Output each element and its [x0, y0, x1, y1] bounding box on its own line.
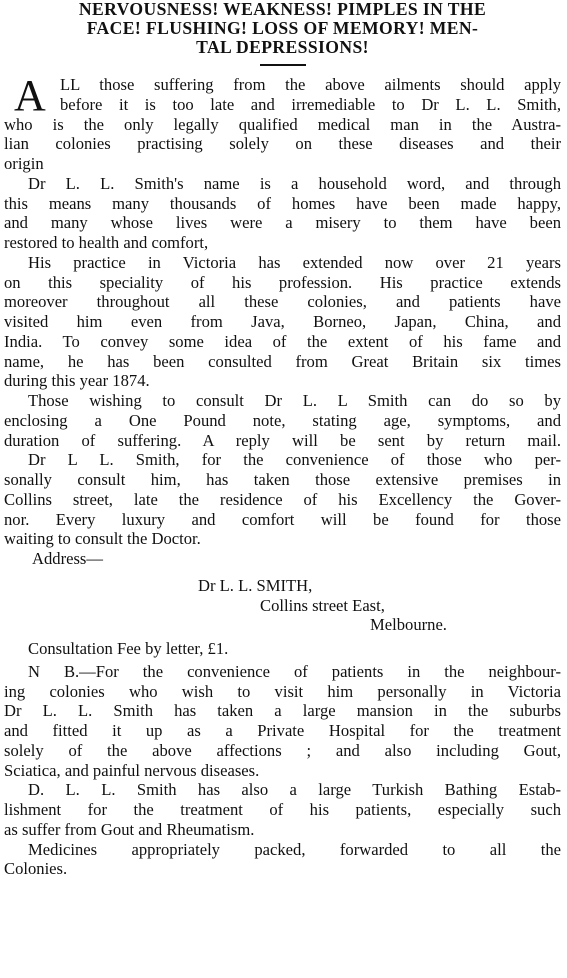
text-line: Those wishing to consult Dr L. L Smith can do so by	[28, 391, 561, 410]
text-line: enclosing a One Pound note, stating age, symptoms, and	[4, 410, 561, 430]
text-line: Sciatica, and painful nervous diseases.	[4, 760, 260, 780]
text-line: as suffer from Gout and Rheumatism.	[4, 819, 255, 839]
text-line: Medicines appropriately packed, forwarded to all the	[28, 839, 561, 859]
text-line: during this year 1874.	[4, 371, 150, 391]
headline-line: TAL DEPRESSIONS!	[196, 37, 369, 57]
drop-cap: A	[14, 71, 46, 120]
text-line: origin	[4, 154, 44, 173]
address-city: Melbourne.	[370, 615, 447, 635]
text-line: who is the only legally qualified medical man in the Austra-	[4, 114, 561, 134]
household-paragraph	[4, 174, 561, 253]
divider-rule	[260, 64, 306, 66]
text-line: LL those suffering from the above ailments should apply	[60, 75, 561, 94]
text-line: D. L. L. Smith has also a large Turkish Bathing Estab-	[28, 780, 561, 800]
consult-paragraph	[4, 391, 561, 450]
address-name: Dr L. L. SMITH,	[198, 575, 313, 595]
text-line: His practice in Victoria has extended now over 21 years	[28, 252, 561, 272]
headline	[4, 0, 561, 57]
text-line: before it is too late and irremediable to Dr L. L. Smith,	[60, 94, 561, 114]
text-line: Collins street, late the residence of his Excellency the Gover-	[4, 489, 561, 509]
text-line: and fitted it up as a Private Hospital for the treatment	[4, 721, 561, 740]
consultation-fee: Consultation Fee by letter, £1.	[28, 639, 229, 658]
text-line: ing colonies who wish to visit him personally in Victoria	[4, 681, 561, 701]
intro-paragraph	[4, 71, 561, 174]
text-line: nor. Every luxury and comfort will be found for those	[4, 509, 561, 529]
medicines-paragraph	[4, 840, 561, 880]
address-label: Address—	[32, 549, 103, 568]
text-line: waiting to consult the Doctor.	[4, 529, 201, 549]
headline-line: FACE! FLUSHING! LOSS OF MEMORY! MEN-	[86, 18, 479, 38]
text-line: name, he has been consulted from Great Britain six times	[4, 351, 561, 371]
text-line: solely of the above affections ; and also including Gout,	[4, 740, 561, 760]
text-line: moreover throughout all these colonies, and patients have	[4, 292, 561, 312]
text-line: N B.—For the convenience of patients in the neighbour-	[28, 661, 561, 681]
text-line: visited him even from Java, Borneo, Japan, China, and	[4, 312, 561, 331]
text-line: Dr L L. Smith, for the convenience of those who per-	[28, 450, 561, 470]
text-line: Dr L. L. Smith has taken a large mansion in the suburbs	[4, 701, 561, 721]
address-street: Collins street East,	[260, 595, 385, 615]
text-line: Dr L. L. Smith's name is a household word, and through	[28, 173, 561, 193]
text-line: this means many thousands of homes have been made happy,	[4, 193, 561, 213]
text-line: lishment for the treatment of his patients, especially such	[4, 800, 561, 819]
text-line: duration of suffering. A reply will be sent by return mail.	[4, 430, 561, 450]
text-line: on this speciality of his profession. His practice extends	[4, 272, 561, 292]
text-line: and many whose lives were a misery to them have been	[4, 213, 561, 233]
text-line: sonally consult him, has taken those extensive premises in	[4, 470, 561, 489]
nb-paragraph	[4, 662, 561, 781]
text-line: lian colonies practising solely on these diseases and their	[4, 134, 561, 154]
text-line: India. To convey some idea of the extent of his fame and	[4, 331, 561, 351]
premises-paragraph	[4, 450, 561, 549]
text-line: restored to health and comfort,	[4, 233, 209, 252]
headline-line: NERVOUSNESS! WEAKNESS! PIMPLES IN THE	[78, 0, 487, 19]
address-block	[4, 549, 561, 635]
turkish-bath-paragraph	[4, 780, 561, 839]
text-line: Colonies.	[4, 859, 68, 879]
practice-paragraph	[4, 253, 561, 391]
